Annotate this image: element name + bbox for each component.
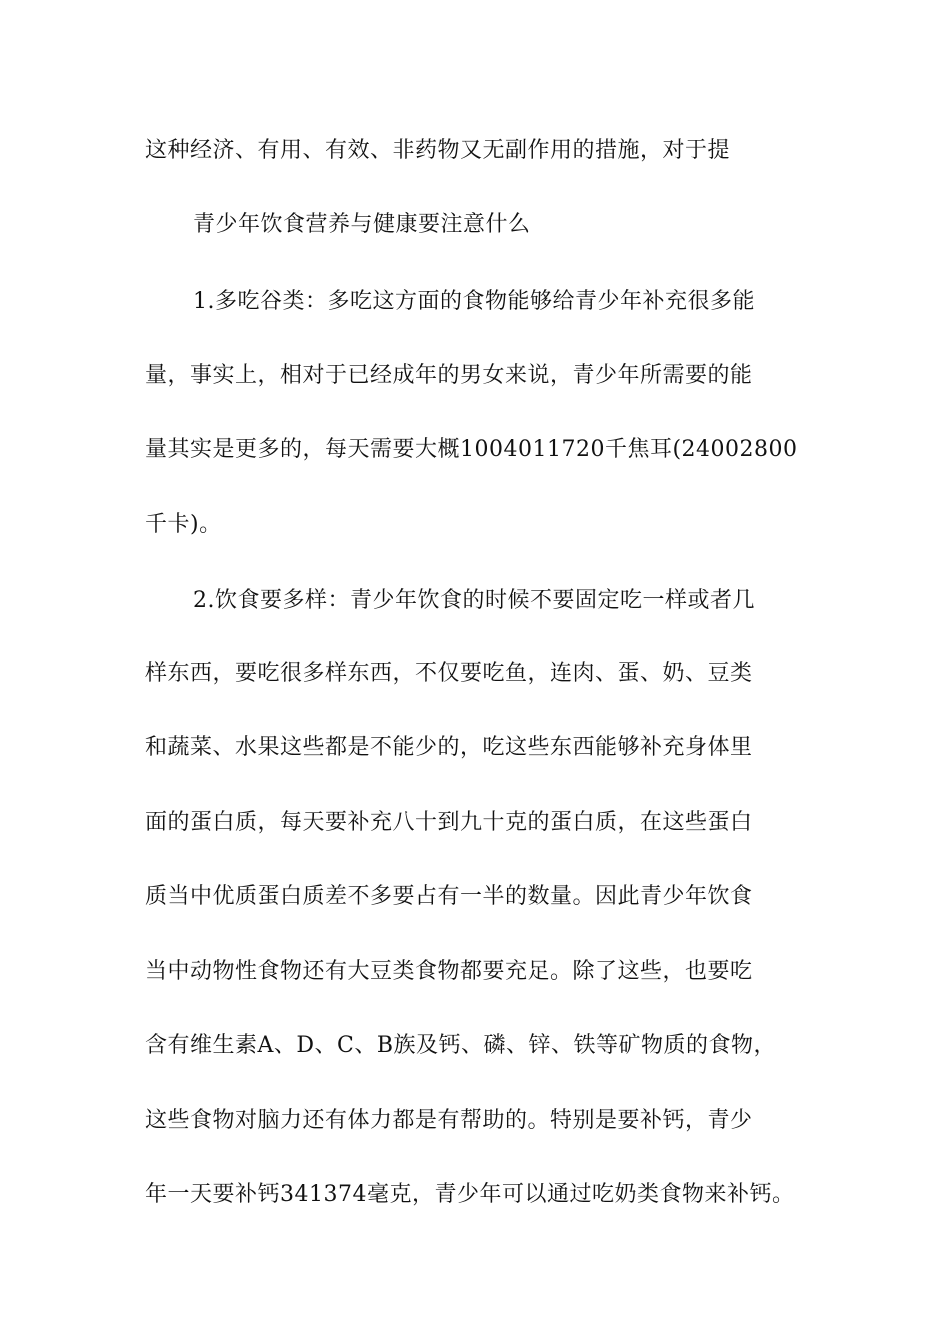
- list-item-1-line-4: 千卡)。: [145, 512, 222, 537]
- list-item-1-line-1: 1.多吃谷类：多吃这方面的食物能够给青少年补充很多能: [193, 289, 755, 314]
- list-item-2-line-2: 样东西，要吃很多样东西，不仅要吃鱼，连肉、蛋、奶、豆类: [145, 661, 753, 686]
- section-heading: 青少年饮食营养与健康要注意什么: [193, 212, 531, 237]
- list-item-2-line-4: 面的蛋白质，每天要补充八十到九十克的蛋白质，在这些蛋白: [145, 810, 753, 835]
- list-item-1-line-3: 量其实是更多的，每天需要大概1004011720千焦耳(24002800: [145, 437, 798, 462]
- list-item-2-line-7: 含有维生素A、D、C、B族及钙、磷、锌、铁等矿物质的食物，: [145, 1033, 777, 1058]
- list-item-2-line-9: 年一天要补钙341374毫克，青少年可以通过吃奶类食物来补钙。: [145, 1182, 795, 1207]
- list-item-2-line-6: 当中动物性食物还有大豆类食物都要充足。除了这些，也要吃: [145, 959, 753, 984]
- list-item-1-line-2: 量，事实上，相对于已经成年的男女来说，青少年所需要的能: [145, 363, 753, 388]
- text-line-1: 这种经济、有用、有效、非药物又无副作用的措施，对于提: [145, 138, 731, 163]
- list-item-2-line-1: 2.饮食要多样：青少年饮食的时候不要固定吃一样或者几: [193, 588, 755, 613]
- list-item-2-line-8: 这些食物对脑力还有体力都是有帮助的。特别是要补钙，青少: [145, 1108, 753, 1133]
- list-item-2-line-3: 和蔬菜、水果这些都是不能少的，吃这些东西能够补充身体里: [145, 735, 753, 760]
- list-item-2-line-5: 质当中优质蛋白质差不多要占有一半的数量。因此青少年饮食: [145, 884, 753, 909]
